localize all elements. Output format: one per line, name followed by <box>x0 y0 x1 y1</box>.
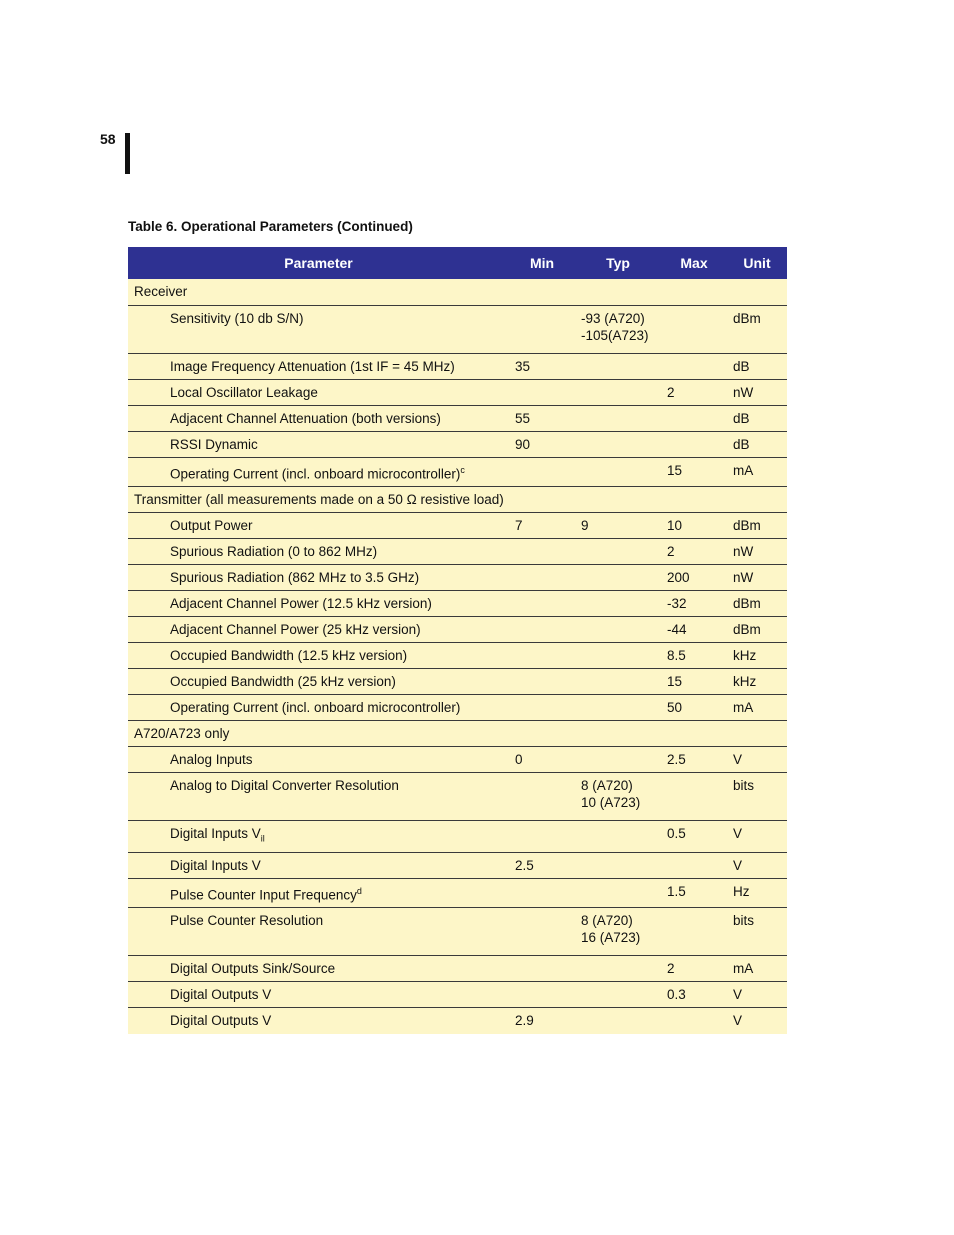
section-row <box>128 721 787 747</box>
parameter-cell <box>128 821 509 853</box>
typ-cell <box>575 1008 661 1034</box>
subscript-text: il <box>260 833 265 844</box>
unit-cell: nW <box>727 565 787 591</box>
typ-cell <box>575 431 661 457</box>
section-title-a720: A720/A723 only <box>128 721 787 747</box>
min-cell <box>509 457 575 487</box>
min-cell <box>509 643 575 669</box>
table-row <box>128 565 787 591</box>
parameter-text: Pulse Counter Input Frequency <box>170 887 357 903</box>
parameter-cell <box>128 457 509 487</box>
unit-cell: dBm <box>727 305 787 353</box>
parameter-cell: Spurious Radiation (0 to 862 MHz) <box>128 539 509 565</box>
unit-cell: V <box>727 821 787 853</box>
table-row <box>128 513 787 539</box>
typ-cell <box>575 773 661 821</box>
parameter-cell: RSSI Dynamic <box>128 431 509 457</box>
max-cell: 2 <box>661 539 727 565</box>
typ-cell <box>575 852 661 878</box>
typ-cell <box>575 539 661 565</box>
min-cell <box>509 565 575 591</box>
min-cell <box>509 617 575 643</box>
max-cell: 2.5 <box>661 747 727 773</box>
parameter-text: Digital Inputs V <box>170 826 261 841</box>
page-number: 58 <box>100 131 116 147</box>
table-row <box>128 878 787 908</box>
min-cell <box>509 591 575 617</box>
typ-cell: 9 <box>575 513 661 539</box>
typ-line: 8 (A720) <box>581 778 633 793</box>
parameter-cell: Adjacent Channel Power (12.5 kHz version) <box>128 591 509 617</box>
table-row <box>128 669 787 695</box>
header-max: Max <box>680 255 708 271</box>
operational-parameters-table <box>128 247 787 1034</box>
max-cell: 0.5 <box>661 821 727 853</box>
max-cell: 1.5 <box>661 878 727 908</box>
table-row <box>128 982 787 1008</box>
max-cell <box>661 908 727 956</box>
max-cell: 8.5 <box>661 643 727 669</box>
parameter-cell: Occupied Bandwidth (12.5 kHz version) <box>128 643 509 669</box>
min-cell: 55 <box>509 405 575 431</box>
parameter-cell: Output Power <box>128 513 509 539</box>
margin-bar <box>125 133 130 174</box>
unit-cell: dBm <box>727 617 787 643</box>
typ-cell <box>575 669 661 695</box>
parameter-cell: Image Frequency Attenuation (1st IF = 45 MHz) <box>128 353 509 379</box>
table-row <box>128 643 787 669</box>
typ-cell <box>575 956 661 982</box>
table-row <box>128 773 787 821</box>
max-cell <box>661 852 727 878</box>
typ-cell <box>575 405 661 431</box>
parameter-cell: Digital Outputs V <box>128 982 509 1008</box>
parameter-cell: Digital Inputs V <box>128 852 509 878</box>
unit-cell: V <box>727 982 787 1008</box>
max-cell: 0.3 <box>661 982 727 1008</box>
table-caption: Table 6. Operational Parameters (Continued) <box>128 219 413 234</box>
min-cell: 2.5 <box>509 852 575 878</box>
unit-cell: V <box>727 1008 787 1034</box>
min-cell: 35 <box>509 353 575 379</box>
section-row <box>128 487 787 513</box>
table-row <box>128 695 787 721</box>
table-row <box>128 956 787 982</box>
header-min: Min <box>529 255 555 271</box>
table-row <box>128 431 787 457</box>
footnote-marker: d <box>356 885 362 896</box>
unit-cell: dB <box>727 431 787 457</box>
table-row <box>128 379 787 405</box>
typ-line: 16 (A723) <box>581 930 641 946</box>
max-cell: -32 <box>661 591 727 617</box>
parameter-cell: Local Oscillator Leakage <box>128 379 509 405</box>
unit-cell: bits <box>727 773 787 821</box>
header-unit: Unit <box>743 255 771 271</box>
parameter-cell: Sensitivity (10 db S/N) <box>128 305 509 353</box>
unit-cell: dB <box>727 353 787 379</box>
unit-cell: dBm <box>727 591 787 617</box>
table-row <box>128 305 787 353</box>
max-cell: 2 <box>661 956 727 982</box>
unit-cell: dBm <box>727 513 787 539</box>
unit-cell: dB <box>727 405 787 431</box>
min-cell <box>509 669 575 695</box>
unit-cell: mA <box>727 956 787 982</box>
max-cell: 200 <box>661 565 727 591</box>
parameter-cell: Digital Outputs Sink/Source <box>128 956 509 982</box>
min-cell <box>509 305 575 353</box>
typ-cell <box>575 353 661 379</box>
table-row <box>128 617 787 643</box>
max-cell <box>661 431 727 457</box>
min-cell <box>509 956 575 982</box>
parameter-cell: Analog to Digital Converter Resolution <box>128 773 509 821</box>
min-cell <box>509 379 575 405</box>
typ-cell <box>575 591 661 617</box>
table-row <box>128 457 787 487</box>
typ-cell <box>575 305 661 353</box>
parameter-cell: Operating Current (incl. onboard microcontroller) <box>128 695 509 721</box>
min-cell: 90 <box>509 431 575 457</box>
min-cell <box>509 695 575 721</box>
min-cell <box>509 908 575 956</box>
max-cell: 15 <box>661 457 727 487</box>
min-cell <box>509 982 575 1008</box>
typ-cell <box>575 747 661 773</box>
unit-cell: kHz <box>727 669 787 695</box>
parameter-text: Operating Current (incl. onboard microcontroller) <box>170 466 461 481</box>
max-cell <box>661 405 727 431</box>
max-cell: 10 <box>661 513 727 539</box>
max-cell: 50 <box>661 695 727 721</box>
typ-line: 10 (A723) <box>581 795 641 810</box>
unit-cell: nW <box>727 539 787 565</box>
parameter-cell: Adjacent Channel Attenuation (both versions) <box>128 405 509 431</box>
section-row <box>128 279 787 305</box>
table-row <box>128 405 787 431</box>
min-cell <box>509 773 575 821</box>
table-row <box>128 539 787 565</box>
parameter-cell <box>128 878 509 908</box>
max-cell: -44 <box>661 617 727 643</box>
typ-line: 8 (A720) <box>581 913 633 929</box>
unit-cell: V <box>727 747 787 773</box>
parameter-cell: Analog Inputs <box>128 747 509 773</box>
table-row <box>128 908 787 956</box>
table-row <box>128 591 787 617</box>
typ-cell <box>575 695 661 721</box>
typ-cell <box>575 565 661 591</box>
unit-cell: mA <box>727 457 787 487</box>
unit-cell: Hz <box>727 878 787 908</box>
typ-cell <box>575 379 661 405</box>
unit-cell: bits <box>727 908 787 956</box>
table-row <box>128 1008 787 1034</box>
unit-cell: mA <box>727 695 787 721</box>
parameter-cell: Digital Outputs V <box>128 1008 509 1034</box>
max-cell: 15 <box>661 669 727 695</box>
max-cell: 2 <box>661 379 727 405</box>
min-cell <box>509 539 575 565</box>
max-cell <box>661 305 727 353</box>
min-cell: 7 <box>509 513 575 539</box>
table-row <box>128 353 787 379</box>
header-typ: Typ <box>606 255 630 271</box>
unit-cell: V <box>727 852 787 878</box>
table-row <box>128 852 787 878</box>
typ-cell <box>575 457 661 487</box>
min-cell <box>509 878 575 908</box>
typ-cell <box>575 908 661 956</box>
table-row <box>128 821 787 853</box>
section-title-transmitter: Transmitter (all measurements made on a 50 Ω resistive load) <box>128 487 787 513</box>
typ-cell <box>575 982 661 1008</box>
section-title-receiver: Receiver <box>134 284 188 299</box>
min-cell: 2.9 <box>509 1008 575 1034</box>
footnote-marker: c <box>460 464 465 475</box>
typ-line: -93 (A720) <box>581 310 645 326</box>
typ-line: -105(A723) <box>581 327 649 343</box>
typ-cell <box>575 643 661 669</box>
parameter-cell: Pulse Counter Resolution <box>128 908 509 956</box>
typ-cell <box>575 617 661 643</box>
header-parameter: Parameter <box>284 255 353 271</box>
table-header-row <box>128 247 787 279</box>
min-cell <box>509 821 575 853</box>
table-row <box>128 747 787 773</box>
max-cell <box>661 1008 727 1034</box>
unit-cell: kHz <box>727 643 787 669</box>
parameter-cell: Spurious Radiation (862 MHz to 3.5 GHz) <box>128 565 509 591</box>
typ-cell <box>575 878 661 908</box>
typ-cell <box>575 821 661 853</box>
unit-cell: nW <box>727 379 787 405</box>
parameter-cell: Occupied Bandwidth (25 kHz version) <box>128 669 509 695</box>
max-cell <box>661 353 727 379</box>
min-cell: 0 <box>509 747 575 773</box>
max-cell <box>661 773 727 821</box>
parameter-cell: Adjacent Channel Power (25 kHz version) <box>128 617 509 643</box>
